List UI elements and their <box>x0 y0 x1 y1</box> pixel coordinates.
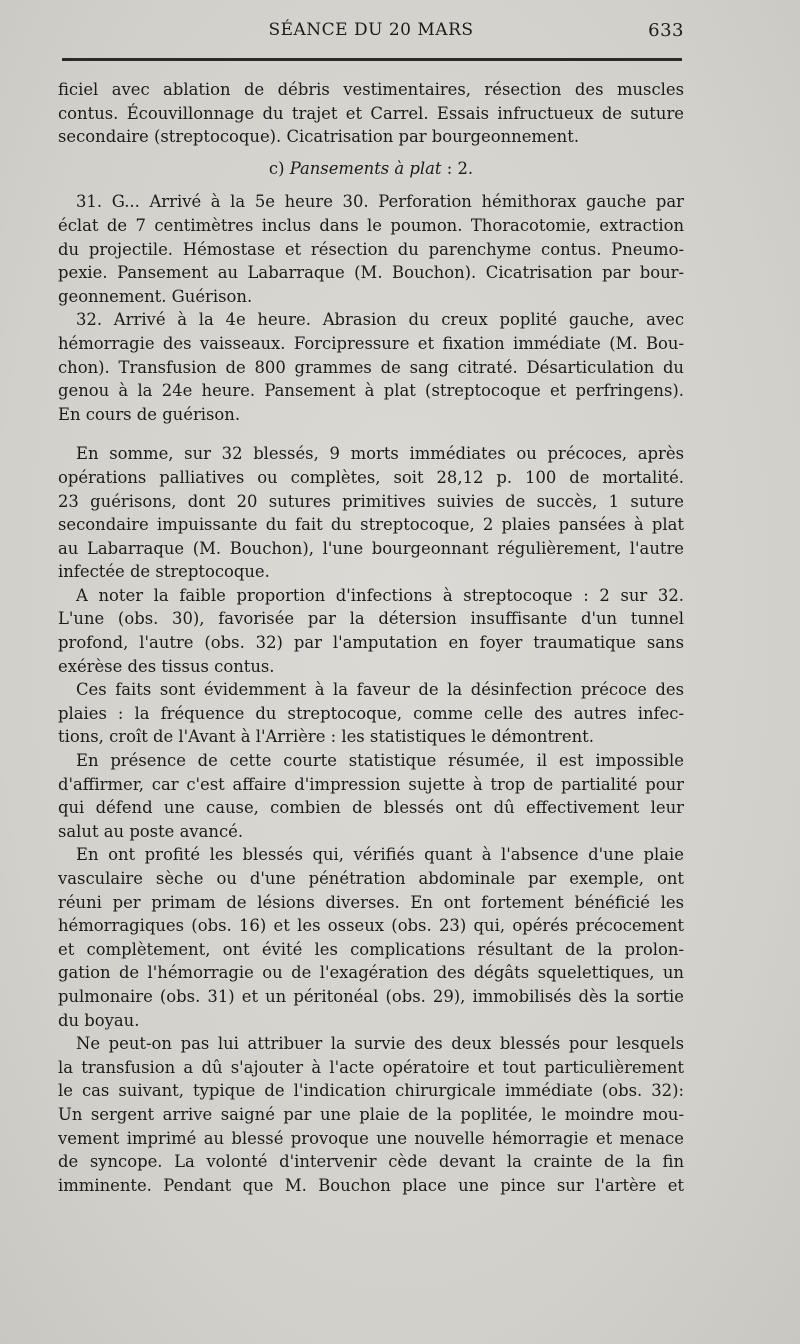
text-line: secondaire impuissante du fait du streptocoque, 2 plaies pansées à plat <box>58 515 684 535</box>
text-line: vement imprimé au blessé provoque une nouvelle hémorragie et menace <box>58 1128 684 1148</box>
text-line: A noter la faible proportion d'infections à streptocoque : 2 sur 32. <box>76 585 684 605</box>
header-rule <box>62 58 682 61</box>
running-title: SÉANCE DU 20 MARS <box>268 20 474 40</box>
text-line: pexie. Pansement au Labarraque (M. Bouchon). Cicatrisation par bour- <box>58 263 684 283</box>
page-header <box>58 18 684 46</box>
paragraph-transfusion <box>58 1032 684 1197</box>
page-number: 633 <box>648 20 684 41</box>
text-line: En présence de cette courte statistique résumée, il est impossible <box>76 751 684 771</box>
text-line: L'une (obs. 30), favorisée par la détersion insuffisante d'un tunnel <box>58 609 684 629</box>
text-line: le cas suivant, typique de l'indication chirurgicale immédiate (obs. 32): <box>58 1081 684 1101</box>
text-line: Un sergent arrive saigné par une plaie de la poplitée, le moindre mou- <box>58 1104 684 1124</box>
text-line: Ces faits sont évidemment à la faveur de la désinfection précoce des <box>76 680 684 700</box>
text-line: éclat de 7 centimètres inclus dans le poumon. Thoracotomie, extraction <box>58 215 684 235</box>
text-line: tions, croît de l'Avant à l'Arrière : les statistiques le démontrent. <box>58 727 594 747</box>
text-line: la transfusion a dû s'ajouter à l'acte opératoire et tout particulièrement <box>58 1057 684 1077</box>
text-line: imminente. Pendant que M. Bouchon place une pince sur l'artère et <box>58 1175 684 1195</box>
section-heading <box>58 157 684 181</box>
paragraph-benefits <box>58 843 684 1032</box>
text-line: contus. Écouvillonnage du trajet et Carrel. Essais infructueux de suture <box>58 103 684 123</box>
text-line: salut au poste avancé. <box>58 821 244 841</box>
text-line: ficiel avec ablation de débris vestimentaires, résection des muscles <box>58 80 684 99</box>
text-line: 31. G... Arrivé à la 5e heure 30. Perforation hémithorax gauche par <box>76 192 684 212</box>
section-label: c) <box>268 158 285 178</box>
observation-31 <box>58 190 684 308</box>
text-line: d'affirmer, car c'est affaire d'impression sujette à trop de partialité pour <box>58 774 684 794</box>
section-title: Pansements à plat <box>289 158 442 178</box>
text-line: vasculaire sèche ou d'une pénétration abdominale par exemple, ont <box>58 869 684 888</box>
text-line: 32. Arrivé à la 4e heure. Abrasion du creux poplité gauche, avec <box>76 310 684 330</box>
text-line: gation de l'hémorragie ou de l'exagération des dégâts squelettiques, un <box>58 963 684 983</box>
page-body <box>58 78 684 1197</box>
paragraph-gap <box>58 426 684 442</box>
text-line: au Labarraque (M. Bouchon), l'une bourgeonnant régulièrement, l'autre <box>58 538 684 558</box>
text-line: chon). Transfusion de 800 grammes de sang citraté. Désarticulation du <box>58 357 684 377</box>
text-line: hémorragiques (obs. 16) et les osseux (obs. 23) qui, opérés précocement <box>58 916 684 936</box>
text-line: infectée de streptocoque. <box>58 562 270 582</box>
text-line: secondaire (streptocoque). Cicatrisation par bourgeonnement. <box>58 127 580 147</box>
text-line: réuni per primam de lésions diverses. En ont fortement bénéficié les <box>58 892 684 912</box>
paragraph-summary <box>58 442 684 584</box>
text-line: Ne peut-on pas lui attribuer la survie des deux blessés pour lesquels <box>76 1034 684 1054</box>
text-line: du projectile. Hémostase et résection du parenchyme contus. Pneumo- <box>58 239 684 259</box>
text-line: En somme, sur 32 blessés, 9 morts immédiates ou précoces, après <box>76 444 684 464</box>
text-line: profond, l'autre (obs. 32) par l'amputation en foyer traumatique sans <box>58 633 684 653</box>
observation-32 <box>58 308 684 426</box>
text-line: 23 guérisons, dont 20 sutures primitives suivies de succès, 1 suture <box>58 491 684 511</box>
text-line: opérations palliatives ou complètes, soit 28,12 p. 100 de mortalité. <box>58 467 684 487</box>
text-line: exérèse des tissus contus. <box>58 656 275 676</box>
section-count: : 2. <box>446 158 474 178</box>
text-line: qui défend une cause, combien de blessés ont dû effectivement leur <box>58 798 684 818</box>
text-line: genou à la 24e heure. Pansement à plat (streptocoque et perfringens). <box>58 381 684 401</box>
text-line: pulmonaire (obs. 31) et un péritonéal (obs. 29), immobilisés dès la sortie <box>58 986 684 1006</box>
text-line: En ont profité les blessés qui, vérifiés quant à l'absence d'une plaie <box>76 845 684 865</box>
text-line: du boyau. <box>58 1010 140 1030</box>
text-line: geonnement. Guérison. <box>58 286 253 306</box>
paragraph-disinfection <box>58 678 684 749</box>
paragraph-continued <box>58 78 684 149</box>
text-line: hémorragie des vaisseaux. Forcipressure et fixation immédiate (M. Bou- <box>58 333 684 353</box>
text-line: plaies : la fréquence du streptocoque, comme celle des autres infec- <box>58 703 684 723</box>
paragraph-streptococcus <box>58 584 684 678</box>
text-line: de syncope. La volonté d'intervenir cède devant la crainte de la fin <box>58 1152 684 1172</box>
text-line: et complètement, ont évité les complications résultant de la prolon- <box>58 939 684 959</box>
text-line: En cours de guérison. <box>58 404 241 424</box>
paragraph-statistics <box>58 749 684 843</box>
